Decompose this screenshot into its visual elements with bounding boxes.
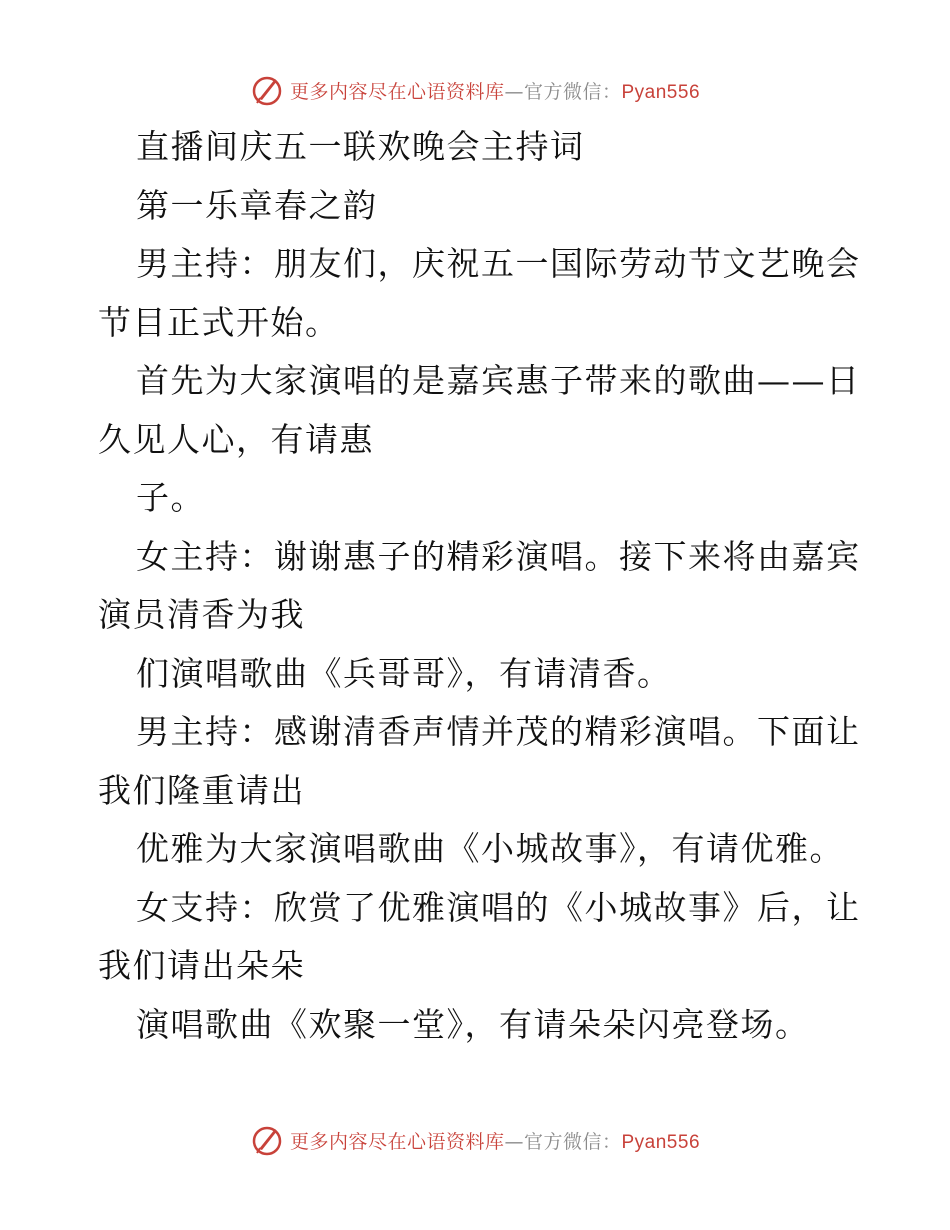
quill-pen-seal-icon <box>250 1123 284 1157</box>
document-line: 们演唱歌曲《兵哥哥》，有请清香。 <box>136 653 672 693</box>
document-line: 女主持：谢谢惠子的精彩演唱。接下来将由嘉宾 <box>136 536 861 576</box>
watermark-wechat-label: 官方微信： <box>523 1130 622 1153</box>
document-line: 男主持：朋友们，庆祝五一国际劳动节文艺晚会 <box>136 244 861 283</box>
document-line: 节目正式开始。 <box>98 302 340 342</box>
document-line: 男主持：感谢清香声情并茂的精彩演唱。下面让 <box>136 712 861 751</box>
watermark-brand: 更多内容尽在心语资料库 <box>289 80 505 103</box>
document-line: 第一乐章春之韵 <box>136 185 378 225</box>
watermark-separator: — <box>504 1130 524 1153</box>
document-line: 演员清香为我 <box>98 595 305 634</box>
document-body <box>98 118 861 1054</box>
document-line: 优雅为大家演唱歌曲《小城故事》，有请优雅。 <box>136 829 844 868</box>
document-line: 久见人心，有请惠 <box>98 419 374 459</box>
document-line: 首先为大家演唱的是嘉宾惠子带来的歌曲——日 <box>136 361 861 400</box>
watermark-text <box>290 1127 700 1154</box>
watermark-handle: Pyan556 <box>621 81 701 103</box>
document-title: 直播间庆五一联欢晚会主持词 <box>136 127 585 166</box>
watermark-text <box>290 77 700 104</box>
watermark-brand: 更多内容尽在心语资料库 <box>289 1130 505 1153</box>
footer-watermark <box>0 1120 950 1160</box>
watermark-handle: Pyan556 <box>621 1131 701 1153</box>
document-line: 演唱歌曲《欢聚一堂》，有请朵朵闪亮登场。 <box>136 1004 810 1044</box>
document-line: 子。 <box>136 478 205 517</box>
document-line: 女支持：欣赏了优雅演唱的《小城故事》后，让 <box>136 887 861 927</box>
watermark-wechat-label: 官方微信： <box>523 80 622 103</box>
header-watermark <box>0 70 950 110</box>
quill-pen-seal-icon <box>250 73 284 107</box>
document-line: 我们请出朵朵 <box>98 946 305 985</box>
watermark-separator: — <box>504 80 524 103</box>
document-line: 我们隆重请出 <box>98 770 305 810</box>
